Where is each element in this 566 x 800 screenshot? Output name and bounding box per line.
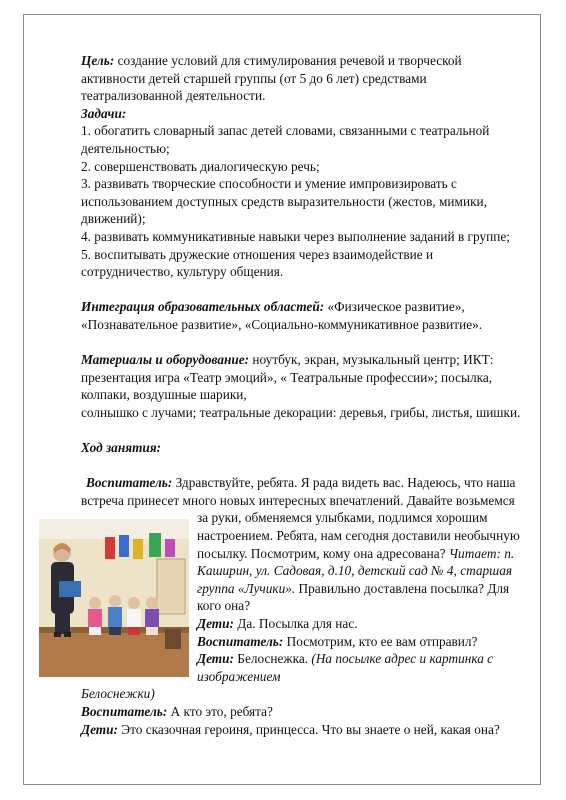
dialog-line [197, 615, 521, 633]
goal-text: создание условий для стимулирования речевой и творческой активности детей старшей группы (от 5 до 6 лет) средствами театрализованной деятельности. [81, 53, 462, 104]
dialog-note-end-text: Белоснежки) [81, 686, 155, 702]
speaker-children: Дети: [197, 616, 234, 631]
dialog-text: Посмотрим, кто ее вам отправил? [283, 633, 478, 649]
task-item: 4. развивать коммуникативные навыки через выполнение заданий в группе; [81, 228, 510, 244]
speaker-teacher: Воспитатель: [197, 633, 284, 649]
materials-text-2: солнышко с лучами; театральные декорации: деревья, грибы, листья, шишки. [81, 404, 521, 420]
dialog-note-end [81, 685, 521, 703]
dialog-text: Здравствуйте, ребята. Я рада видеть вас. Надеюсь, что наша встреча принесет много новых интересных впечатлений. Давайте возьмемся [81, 475, 516, 508]
document-body [81, 52, 521, 738]
goal-paragraph [81, 52, 521, 105]
materials-label: Материалы и оборудование: [81, 352, 250, 368]
dialog-continuation [197, 509, 521, 615]
classroom-photo-illustration [39, 519, 189, 677]
goal-label: Цель: [81, 53, 115, 68]
dialog-text: Правильно доставлена посылка? Для кого она? [197, 580, 510, 614]
task-item: 1. обогатить словарный запас детей словами, связанными с театральной деятельностью; [81, 123, 490, 156]
materials-text: ноутбук, экран, музыкальный центр; ИКТ: презентация игра «Театр эмоций», « Театральные профессии»; посылка, колпаки, воздушные шарики, [81, 352, 494, 403]
speaker-children: Дети: [81, 721, 118, 737]
integration-label: Интеграция образовательных областей: [81, 299, 325, 315]
photo-side-text [197, 509, 521, 685]
task-item: 5. воспитывать дружеские отношения через взаимодействие и сотрудничество, культуру общения. [81, 246, 434, 280]
materials-paragraph [81, 351, 521, 404]
speaker-children: Дети: [197, 651, 234, 667]
course-label: Ход занятия: [81, 440, 162, 456]
photo-block [81, 509, 521, 685]
classroom-photo [39, 519, 189, 677]
dialog-text: Белоснежка. [233, 651, 309, 667]
dialog-text: Это сказочная героиня, принцесса. Что вы знаете о ней, какая она? [117, 721, 500, 737]
dialog-line [197, 650, 521, 685]
dialog-line [81, 721, 521, 739]
dialog-text: А кто это, ребята? [167, 703, 273, 719]
dialog-line [81, 703, 521, 721]
dialog-intro [81, 474, 521, 509]
tasks-label: Задачи: [81, 105, 127, 121]
dialog-line [197, 633, 521, 651]
speaker-teacher: Воспитатель: [86, 475, 173, 491]
task-item: 3. развивать творческие способности и умение импровизировать с использованием доступных средств выразительности (жестов, мимики, движений); [81, 176, 487, 227]
dialog-text: за руки, обменяемся улыбками, подлимся хорошим настроением. Ребята, нам сегодня доставили необычную посылку. Посмотрим, кому она адресована? [197, 510, 520, 561]
integration-text: «Физическое развитие», «Познавательное развитие», «Социально-коммуникативное развитие». [81, 299, 483, 332]
dialog-text: Да. Посылка для нас. [233, 616, 358, 631]
integration-paragraph [81, 298, 521, 333]
speaker-teacher: Воспитатель: [81, 703, 168, 719]
course-heading [81, 439, 521, 457]
task-item: 2. совершенствовать диалогическую речь; [81, 158, 320, 174]
dialog-note: (На посылке адрес и картинка с изображением [197, 651, 494, 684]
tasks-heading [81, 105, 521, 123]
reads-address: Читает: п. Каширин, ул. Садовая, д.10, детский сад № 4, старшая группа «Лучики». [197, 545, 515, 596]
